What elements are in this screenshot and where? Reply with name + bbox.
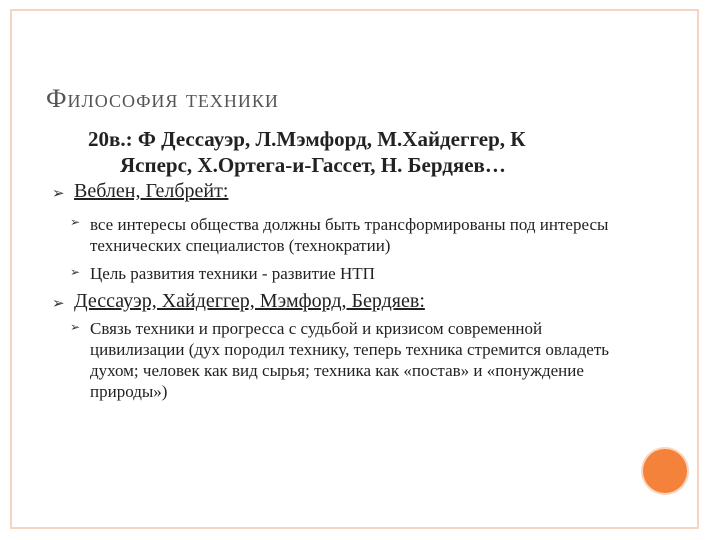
lead-text (88, 126, 608, 178)
lead-line-2: Ясперс, Х.Ортега-и-Гассет, Н. Бердяев… (120, 153, 506, 177)
arrow-subbullet-icon: ➢ (70, 215, 81, 229)
subbullet-1-2: Цель развития техники - развитие НТП (90, 264, 375, 283)
arrow-subbullet-icon: ➢ (70, 265, 81, 279)
decorative-orange-circle (643, 449, 687, 493)
bullet-heading-1 (74, 180, 228, 203)
arrow-subbullet-icon: ➢ (70, 320, 81, 334)
subbullet-1-1: все интересы общества должны быть трансформированы под интересы технических специалистов (технократии) (90, 215, 609, 255)
arrow-bullet-icon: ➢ (52, 294, 65, 312)
arrow-bullet-icon: ➢ (52, 184, 65, 202)
subbullet-2-1: Связь техники и прогресса с судьбой и кризисом современной цивилизации (дух породил технику, теперь техника стремится овладеть духом; человек как вид сырья; техника как «постав» и «понуждение природы») (90, 319, 610, 401)
bullet-heading-2-text: Дессауэр, Хайдеггер, Мэмфорд, Бердяев: (74, 290, 425, 312)
bullet-heading-2 (74, 290, 425, 313)
slide-title: Философия техники (46, 84, 279, 113)
bullet-heading-1-text: Веблен, Гелбрейт: (74, 180, 229, 202)
lead-line-1: 20в.: Ф Дессауэр, Л.Мэмфорд, М.Хайдеггер, К (88, 127, 526, 151)
